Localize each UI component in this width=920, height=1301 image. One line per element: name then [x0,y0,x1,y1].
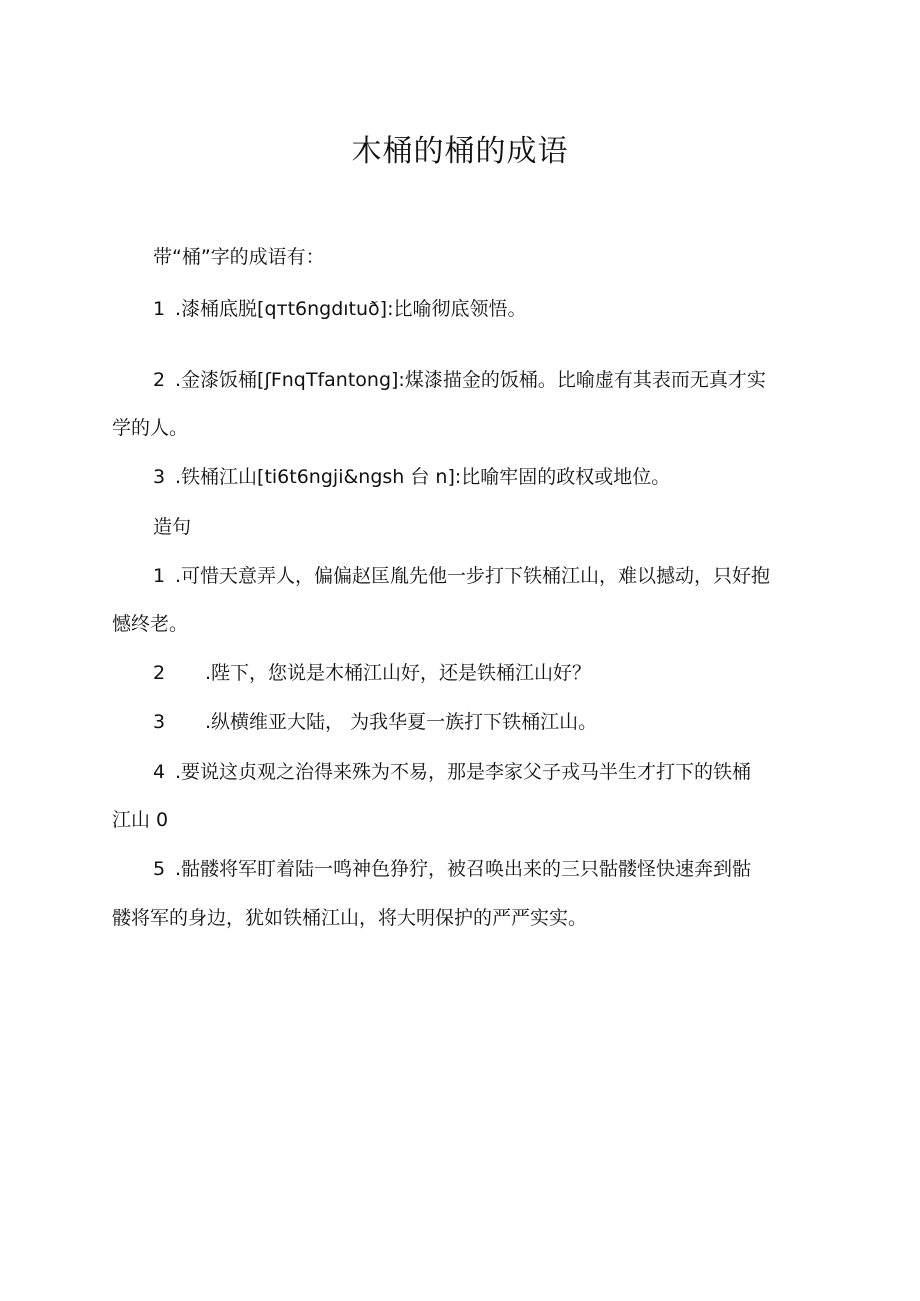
idiom-item-2-continuation: 学的人。 [112,417,189,439]
document-title: 木桶的桶的成语 [351,134,569,169]
idiom-item-3 [153,463,670,491]
sentence-number: 4 [153,761,166,783]
idiom-text: .金漆饭桶[ʃFnqTfantong]:煤漆描金的饭桶。比喻虚有其表而无真才实 [175,369,766,391]
sentence-item-1-continuation: 憾终老。 [112,613,189,635]
idiom-item-1 [153,295,527,323]
sentence-item-5-continuation: 髅将军的身边，犹如铁桶江山，将大明保护的严严实实。 [112,907,588,929]
sentence-text: .纵横维亚大陆， 为我华夏一族打下铁桶江山。 [205,711,598,733]
sentence-item-3 [153,708,597,736]
sentence-number: 2 [153,662,166,684]
sentence-item-1 [153,562,770,590]
idiom-item-2 [153,366,766,394]
sentence-number: 5 [153,858,166,880]
sentence-text: .陛下，您说是木桶江山好，还是铁桶江山好？ [205,662,592,684]
sentence-item-5 [153,855,751,883]
idiom-text: .漆桶底脱[qтt6ngdıtuð]:比喻彻底领悟。 [175,298,527,320]
sentence-text: .要说这贞观之治得来殊为不易，那是李家父子戎马半生才打下的铁桶 [175,761,752,783]
sentence-number: 1 [153,565,166,587]
idiom-number: 1 [153,298,166,320]
sentence-text: .骷髅将军盯着陆一鸣神色狰狞，被召唤出来的三只骷髅怪快速奔到骷 [175,858,752,880]
sentences-heading: 造句 [153,516,192,538]
idiom-text: .铁桶江山[ti6t6ngji&ngsh 台 n]:比喻牢固的政权或地位。 [175,466,671,488]
idiom-number: 3 [153,466,166,488]
sentence-number: 3 [153,711,166,733]
intro-text: 带“桶”字的成语有： [153,246,325,268]
sentence-text: .可惜天意弄人，偏偏赵匡胤先他一步打下铁桶江山，难以撼动，只好抱 [175,565,771,587]
sentence-item-4 [153,758,751,786]
idiom-number: 2 [153,369,166,391]
sentence-item-2 [153,659,591,687]
sentence-item-4-continuation: 江山 0 [112,809,169,831]
